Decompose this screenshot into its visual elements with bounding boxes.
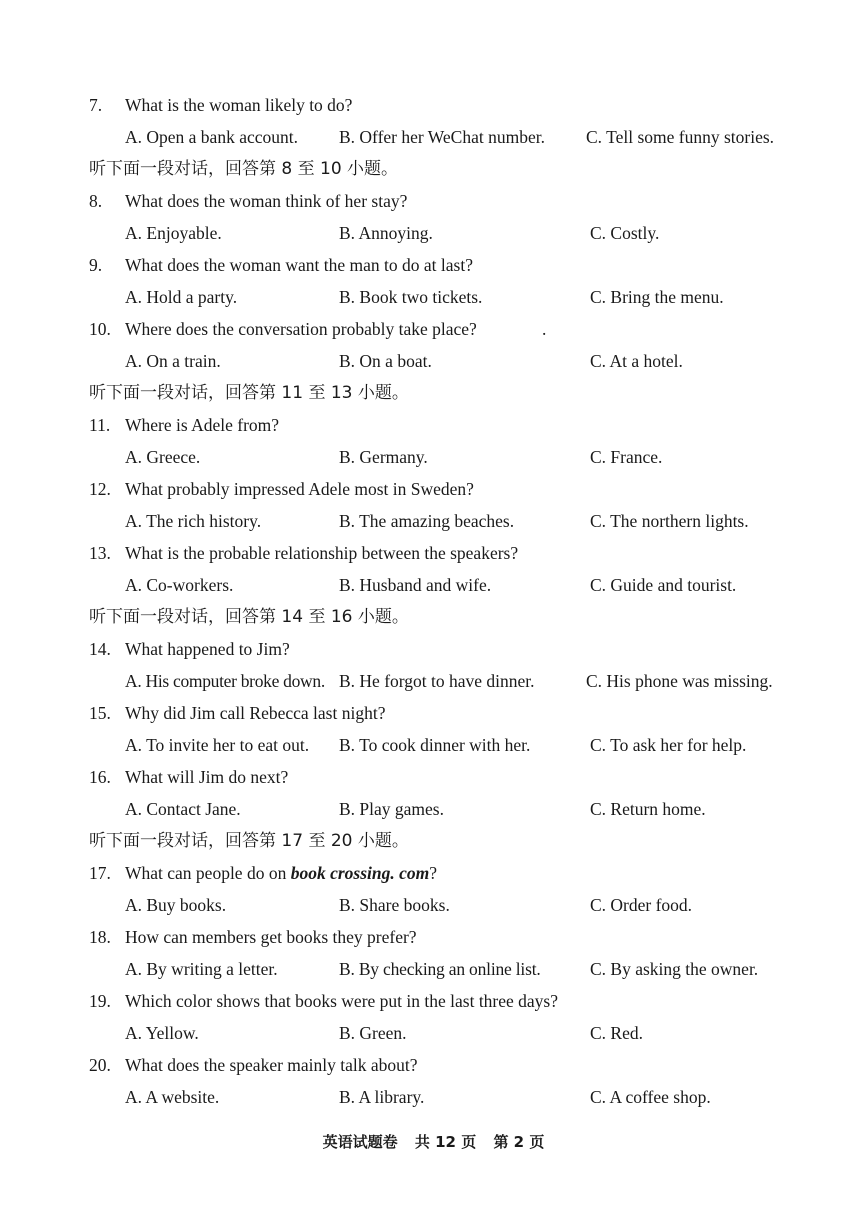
- option-c: C. By asking the owner.: [590, 959, 759, 979]
- section-instruction: 听下面一段对话，回答第 8 至 10 小题。: [89, 159, 399, 179]
- option-b: B. On a boat.: [339, 351, 432, 371]
- option-c: C. Bring the menu.: [590, 287, 724, 307]
- question-text: [125, 861, 437, 885]
- question-text: What will Jim do next?: [125, 767, 289, 787]
- question-text: Where does the conversation probably take place?: [125, 319, 477, 339]
- option-a: A. Yellow.: [125, 1023, 199, 1043]
- option-b: B. Green.: [339, 1023, 407, 1043]
- footer-total-pages: 共 12 页: [414, 1133, 477, 1151]
- question-number: 14.: [89, 639, 111, 659]
- question-number: 7.: [89, 95, 103, 115]
- option-c: C. Red.: [590, 1023, 643, 1043]
- option-c: C. A coffee shop.: [590, 1087, 711, 1107]
- question-text: Why did Jim call Rebecca last night?: [125, 703, 386, 723]
- question-text: What probably impressed Adele most in Sweden?: [125, 479, 474, 499]
- option-a: A. On a train.: [125, 351, 221, 371]
- option-a: A. To invite her to eat out.: [125, 735, 310, 755]
- question-text: Which color shows that books were put in the last three days?: [125, 991, 559, 1011]
- option-a: A. A website.: [125, 1087, 220, 1107]
- question-number: 8.: [89, 191, 103, 211]
- option-a: A. Co-workers.: [125, 575, 234, 595]
- option-b: B. A library.: [339, 1087, 425, 1107]
- question-text: Where is Adele from?: [125, 415, 280, 435]
- option-c: C. Return home.: [590, 799, 706, 819]
- option-a: A. His computer broke down.: [125, 671, 325, 691]
- option-b: B. Offer her WeChat number.: [339, 127, 545, 147]
- stray-mark: .: [542, 319, 547, 339]
- option-b: B. Germany.: [339, 447, 428, 467]
- question-number: 11.: [89, 415, 111, 435]
- option-a: A. Contact Jane.: [125, 799, 241, 819]
- question-text-start: What can people do on: [125, 863, 291, 883]
- section-instruction: 听下面一段对话，回答第 11 至 13 小题。: [89, 383, 409, 403]
- question-number: 16.: [89, 767, 111, 787]
- question-text: What is the probable relationship between the speakers?: [125, 543, 519, 563]
- question-number: 20.: [89, 1055, 111, 1075]
- option-b: B. Share books.: [339, 895, 450, 915]
- question-text-end: ?: [429, 863, 438, 883]
- question-number: 13.: [89, 543, 111, 563]
- option-a: A. Open a bank account.: [125, 127, 298, 147]
- page-footer: [0, 1131, 867, 1153]
- option-a: A. The rich history.: [125, 511, 262, 531]
- option-b: B. The amazing beaches.: [339, 511, 515, 531]
- option-b: B. Book two tickets.: [339, 287, 483, 307]
- option-a: A. Greece.: [125, 447, 201, 467]
- option-c: C. At a hotel.: [590, 351, 683, 371]
- option-b: B. Husband and wife.: [339, 575, 492, 595]
- question-number: 17.: [89, 863, 111, 883]
- section-instruction: 听下面一段对话，回答第 17 至 20 小题。: [89, 831, 409, 851]
- question-text: What does the speaker mainly talk about?: [125, 1055, 418, 1075]
- option-b: B. By checking an online list.: [339, 959, 541, 979]
- question-text: What does the woman think of her stay?: [125, 191, 408, 211]
- question-number: 15.: [89, 703, 111, 723]
- option-c: C. His phone was missing.: [586, 671, 773, 691]
- option-b: B. He forgot to have dinner.: [339, 671, 535, 691]
- option-b: B. To cook dinner with her.: [339, 735, 531, 755]
- option-b: B. Annoying.: [339, 223, 433, 243]
- option-c: C. Costly.: [590, 223, 660, 243]
- question-text: How can members get books they prefer?: [125, 927, 417, 947]
- option-a: A. Buy books.: [125, 895, 227, 915]
- question-number: 9.: [89, 255, 103, 275]
- section-instruction: 听下面一段对话，回答第 14 至 16 小题。: [89, 607, 409, 627]
- option-a: A. Enjoyable.: [125, 223, 222, 243]
- question-number: 10.: [89, 319, 111, 339]
- footer-page-number: 第 2 页: [493, 1133, 545, 1151]
- option-c: C. Order food.: [590, 895, 693, 915]
- question-number: 12.: [89, 479, 111, 499]
- option-c: C. To ask her for help.: [590, 735, 747, 755]
- option-a: A. Hold a party.: [125, 287, 238, 307]
- option-b: B. Play games.: [339, 799, 444, 819]
- website-name: book crossing. com: [290, 863, 430, 883]
- footer-title: 英语试题卷: [322, 1133, 398, 1151]
- option-c: C. France.: [590, 447, 663, 467]
- question-number: 18.: [89, 927, 111, 947]
- option-c: C. Guide and tourist.: [590, 575, 737, 595]
- question-number: 19.: [89, 991, 111, 1011]
- option-a: A. By writing a letter.: [125, 959, 278, 979]
- question-text: What happened to Jim?: [125, 639, 290, 659]
- option-c: C. The northern lights.: [590, 511, 749, 531]
- question-text: What is the woman likely to do?: [125, 95, 353, 115]
- option-c: C. Tell some funny stories.: [586, 127, 775, 147]
- question-text: What does the woman want the man to do at last?: [125, 255, 473, 275]
